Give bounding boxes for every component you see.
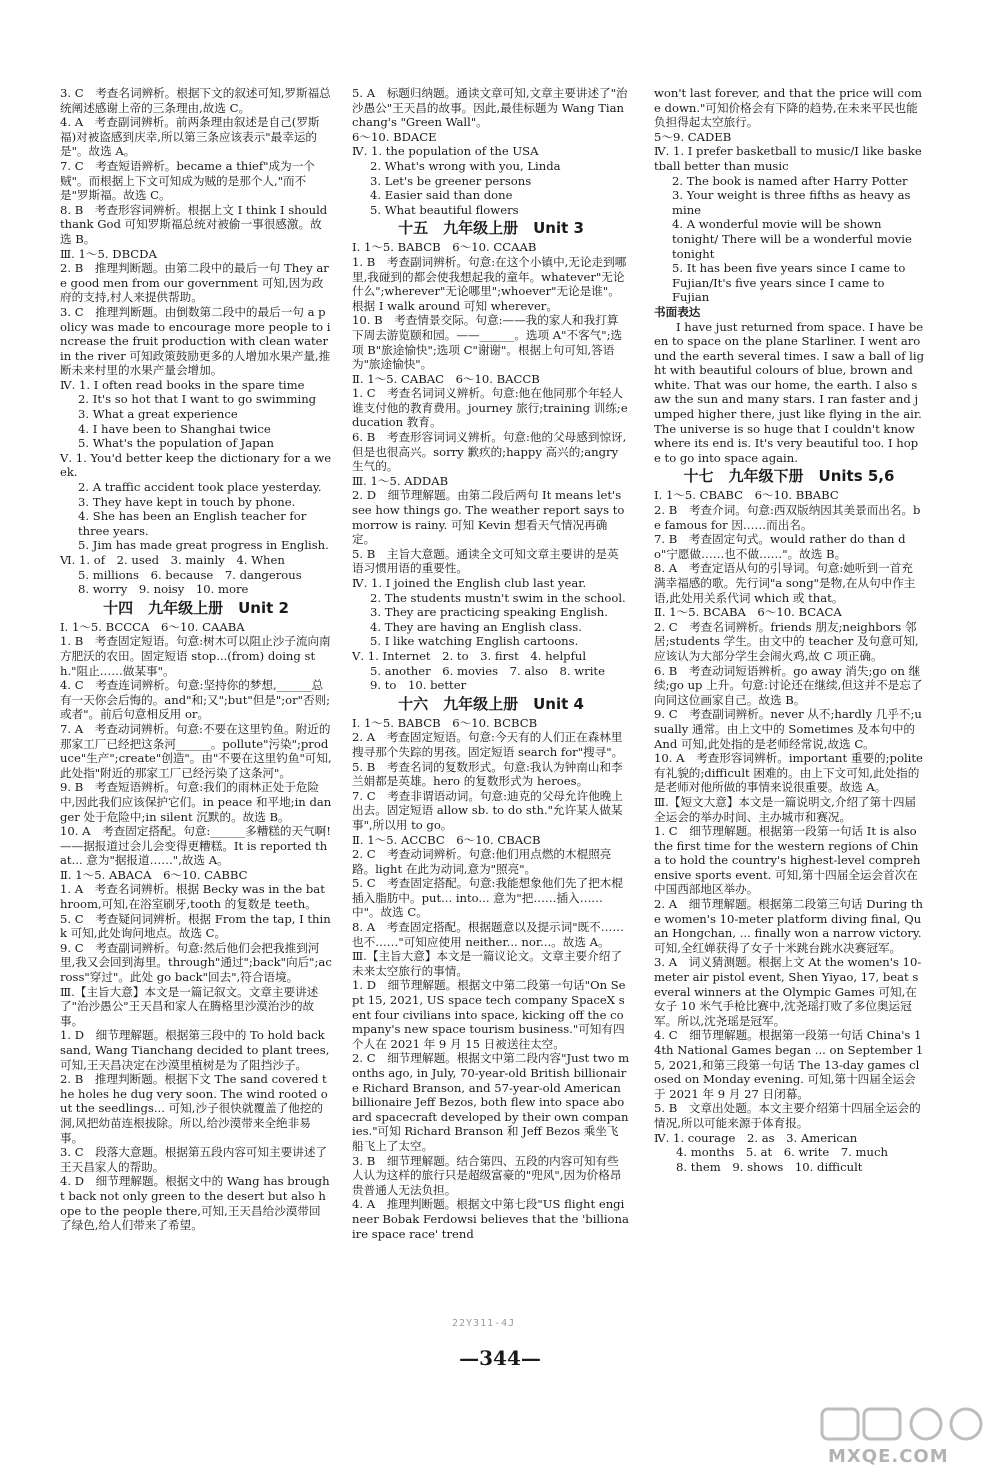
answer-line: 10. B 考查情景交际。句意:——我的家人和我打算下周去游览颐和园。——______。选项 A"不客气";选项 B"旅途愉快";选项 C"谢谢"。根据上句可知,答语为"旅途愉快"。 (352, 313, 623, 372)
answer-line: 1. B 考查副词辨析。句意:在这个小镇中,无论走到哪里,我碰到的都会使我想起我的童年。whatever"无论什么";wherever"无论哪里";whoever"无论是谁"。根据 I walk around 可知 wherever。 (352, 254, 627, 313)
answer-line: 9. C 考查副词辨析。句意:然后他们会把我推到河里,我又会回到海里。through"通过";back"向后";across"穿过"。此处 go back"回去",符合语境。 (60, 940, 332, 985)
answer-line: Ⅴ. 1. Internet 2. to 3. first 4. helpful (352, 648, 587, 663)
answer-line: 7. A 考查动词辨析。句意:不要在这里钓鱼。附近的那家工厂已经把这条河______。pollute"污染";produce"生产";create"创造"。由"不要在这里钓鱼"可知,此处指"附近的那家工厂已经污染了这条河"。 (60, 721, 332, 780)
answer-line: 3. What a great experience (78, 407, 238, 422)
answer-line: 7. C 考查非谓语动词。句意:迪克的父母允许他晚上出去。固定短语 allow sb. to do sth."允许某人做某事",所以用 to go。 (352, 788, 623, 832)
answer-line: Ⅱ. 1～5. ABACA 6～10. CABBC (60, 867, 248, 882)
answer-line: 2. C 考查动词辨析。句意:他们用点燃的木棍照亮路。light 在此为动词,意为"照亮"。 (352, 847, 612, 876)
answer-line: Ⅱ. 1～5. BCABA 6～10. BCACA (654, 605, 842, 620)
answer-line: 6. B 考查动词短语辨析。go away 消失;go on 继续;go up 上升。句意:讨论还在继续,但这并不是忘了向同这位画家自己。故选 B。 (654, 663, 923, 707)
section-heading: 十四 九年级上册 Unit 2 (103, 598, 289, 617)
answer-line: 9. C 考查副词辨析。never 从不;hardly 几乎不;usually 通常。由上文中的 Sometimes 及本句中的 And 可知,此处指的是老师经常说,故选 C。 (654, 707, 922, 751)
answer-line: Ⅰ. 1～5. CBABC 6～10. BBABC (654, 488, 839, 503)
answer-line: 5. What beautiful flowers (370, 202, 519, 217)
answer-line: 5. C 考查固定搭配。句意:我能想象他们先了把木棍插入脂肪中。put... into... 意为"把……插入……中"。故选 C。 (352, 876, 623, 920)
answer-line: 5. B 考查名词的复数形式。句意:我认为钟南山和李兰娟都是英雄。hero 的复数形式为 heroes。 (352, 759, 623, 789)
answer-line: 8. A 考查固定搭配。根据题意以及提示词"既不……也不……"可知应使用 neither... nor...。故选 A。 (352, 920, 624, 949)
answer-line: Ⅳ. 1. courage 2. as 3. American (654, 1130, 858, 1145)
answer-line: 4. A 考查副词辨析。前两条理由叙述是自己(罗斯福)对被盗感到庆幸,所以第三条应该表示"最幸运的是"。故选 A。 (60, 115, 320, 159)
answer-line: 7. B 考查固定句式。would rather do than do"宁愿做……也不做……"。故选 B。 (654, 532, 906, 561)
answer-line: 3. They have kept in touch by phone. (78, 494, 296, 509)
section-heading: 十七 九年级下册 Units 5,6 (683, 467, 895, 486)
answer-line: 2. A 考查固定短语。句意:今天有的人们正在森林里搜寻那个失踪的男孩。固定短语 search for"搜寻"。 (352, 730, 624, 759)
answer-line: Ⅲ. 1～5. ADDAB (352, 473, 449, 488)
answer-line: 4. C 细节理解题。根据第一段第一句话 China's 14th National Games began ... on September 15, 2021,和第三段第一句话 The 13-day games closed on Monday evening. 可知,第十四届全运会于 2021 年 9 月 27 日闭幕。 (654, 1028, 924, 1101)
answer-line: 10. A 考查固定搭配。句意:______多糟糕的天气啊!——据报道过会儿会变得更糟糕。It is reported that... 意为"据报道……",故选 A。 (60, 824, 331, 868)
answer-line: Ⅱ. 1～5. CABAC 6～10. BACCB (352, 371, 540, 386)
answer-line: 4. I have been to Shanghai twice (78, 421, 271, 436)
answer-line: 2. C 考查名词辨析。friends 朋友;neighbors 邻居;students 学生。由文中的 teacher 及句意可知,应该认为大部分学生会闹火鸡,故 C 项正确。 (654, 619, 919, 663)
section-heading: 十五 九年级上册 Unit 3 (398, 219, 584, 238)
answer-line: 4. D 细节理解题。根据文中的 Wang has brought back not only green to the desert but also hope to the people there,可知,王天昌给沙漠带回了绿色,给人们带来了希望。 (60, 1174, 330, 1233)
answer-line: I have just returned from space. I have been to space on the plane Starliner. I went around the earth several times. I saw a ball of light with beautiful colours of blue, brown and white. That was our home, the earth. I also saw the sun and many stars. I ran faster and jumped higher there, just like flying in the air. The universe is so huge that I couldn't know where its end is. It's very beautiful too. I hope to go into space again. (654, 319, 925, 465)
answer-line: 3. C 段落大意题。根据第五段内容可知主要讲述了王天昌家人的帮助。 (60, 1145, 328, 1174)
answer-line: 2. It's so hot that I want to go swimming (78, 392, 317, 407)
answer-line: 4. months 5. at 6. write 7. much (676, 1145, 888, 1160)
answer-line: 书面表达 (654, 304, 701, 319)
answer-line: 5～9. CADEB (654, 129, 732, 144)
print-code: 22Y311-4J (452, 1318, 516, 1329)
answer-line: 4. A wonderful movie will be shown tonight/ There will be a wonderful movie tonight (672, 217, 912, 261)
answer-line: 5. Jim has made great progress in English. (78, 538, 329, 553)
answer-line: Ⅲ.【主旨大意】本文是一篇议论文。文章主要介绍了未来太空旅行的事情。 (352, 949, 622, 978)
section-heading: 十六 九年级上册 Unit 4 (398, 694, 584, 713)
answer-line: Ⅵ. 1. of 2. used 3. mainly 4. When (60, 553, 285, 567)
column-middle (352, 86, 630, 1241)
answer-line: 4. Easier said than done (370, 188, 513, 203)
answer-line: 2. C 细节理解题。根据文中第二段内容"Just two months ago, in July, 70-year-old British billionaire Richard Branson, and 57-year-old American billionaire Jeff Bezos, both flew into space aboard spacecraft developed by their own companies."可知 Richard Branson 和 Jeff Bezos 乘坐飞船飞上了太空。 (352, 1051, 630, 1153)
answer-line: 5. another 6. movies 7. also 8. write (370, 663, 605, 678)
answer-line: Ⅲ.【短文大意】本文是一篇说明文,介绍了第十四届全运会的举办时间、主办城市和赛况。 (654, 794, 917, 824)
answer-line: 9. to 10. better (370, 678, 467, 693)
answer-line: 4. A 推理判断题。根据文中第七段"US flight engineer Bobak Ferdowsi believes that the 'billionaire space race' trend (352, 1197, 629, 1241)
answer-line: 3. Your weight is three fifths as heavy as mine (672, 188, 911, 217)
answer-line: 3. B 细节理解题。结合第四、五段的内容可知有些人认为这样的旅行只是超级富豪的"兜风",因为价格昂贵普通人无法负担。 (352, 1153, 622, 1197)
answer-line: Ⅰ. 1～5. BCCCA 6～10. CAABA (60, 619, 245, 634)
watermark-text: MXQE.COM (828, 1446, 949, 1467)
answer-line: Ⅲ.【主旨大意】本文是一篇记叙文。文章主要讲述了"治沙愚公"王天昌和家人在腾格里沙漠治沙的故事。 (60, 984, 319, 1028)
answer-line: 5. B 主旨大意题。通读全文可知文章主要讲的是英语习惯用语的重要性。 (352, 546, 619, 576)
answer-line: Ⅰ. 1～5. BABCB 6～10. CCAAB (352, 240, 537, 255)
answer-line: 1. A 考查名词辨析。根据 Becky was in the bathroom,可知,在浴室刷牙,tooth 的复数是 teeth。 (60, 882, 325, 912)
answer-line: Ⅳ. 1. I often read books in the spare time (60, 377, 305, 392)
answer-line: 4. She has been an English teacher for three years. (78, 509, 307, 538)
answer-line: 1. D 细节理解题。根据第三段中的 To hold back sand, Wang Tianchang decided to plant trees,可知,王天昌决定在沙漠里植树是为了阻挡沙子。 (60, 1028, 330, 1072)
answer-line: Ⅱ. 1～5. ACCBC 6～10. CBACB (352, 832, 541, 847)
answer-line: 6. B 考查形容词词义辨析。句意:他的父母感到惊讶,但是也很高兴。sorry 歉疚的;happy 高兴的;angry 生气的。 (352, 430, 627, 474)
answer-line: 8. them 9. shows 10. difficult (676, 1159, 863, 1174)
answer-line: 5. I like watching English cartoons. (370, 634, 579, 649)
answer-line: 3. They are practicing speaking English. (370, 605, 608, 620)
answer-line: won't last forever, and that the price will come down."可知价格会有下降的趋势,在未来平民也能负担得起太空旅行。 (654, 86, 922, 130)
answer-line: Ⅲ. 1～5. DBCDA (60, 246, 157, 261)
answer-line: 1. B 考查固定短语。句意:树木可以阻止沙子流向南方肥沃的农田。固定短语 stop...(from) doing sth."阻止……做某事"。 (60, 634, 331, 678)
answer-line: Ⅴ. 1. You'd better keep the dictionary for a week. (60, 450, 332, 480)
answer-line: 1. D 细节理解题。根据文中第二段第一句话"On Sept 15, 2021, US space tech company SpaceX sent four civilians into space, kicking off the company's new space tourism business."可知有四个人在 2021 年 9 月 15 日被送往太空。 (352, 978, 626, 1051)
answer-line: 2. B 考查介词。句意:西双版纳因其美景而出名。be famous for 因……而出名。 (654, 503, 921, 532)
answer-line: 8. A 考查定语从句的引导词。句意:她听到一首充满幸福感的歌。先行词"a song"是物,在从句中作主语,此处用关系代词 which 或 that。 (654, 561, 916, 605)
answer-line: 10. A 考查形容词辨析。important 重要的;polite 有礼貌的;difficult 困难的。由上下文可知,此处指的是老师对他所做的事情来说很重要。故选 A。 (654, 751, 923, 795)
answer-line: 2. B 推理判断题。由第二段中的最后一句 They are good men from our government 可知,因为政府的支持,村人来提供帮助。 (60, 261, 329, 305)
answer-line: 2. A 细节理解题。根据第二段第三句话 During the women's 10-meter platform diving final, Quan Hongchan, ... finally won a narrow victory. 可知,全红婵获得了女子十米跳台跳水决赛冠军。 (654, 897, 924, 955)
answer-line: 1. C 细节理解题。根据第一段第一句话 It is also the first time for the western regions of China to hold the country's highest-level comprehensive sports event. 可知,第十四届全运会首次在中国西部地区举办。 (654, 824, 921, 897)
answer-line: 4. C 考查连词辨析。句意:坚持你的梦想,______总有一天你会后悔的。and"和;又";but"但是";or"否则;或者"。前后句意相反用 or。 (60, 678, 331, 722)
answer-line: 2. A traffic accident took place yesterday. (78, 480, 322, 495)
answer-line: 3. Let's be greener persons (370, 173, 532, 188)
answer-line: Ⅳ. 1. the population of the USA (352, 144, 539, 159)
answer-line: 1. C 考查名词词义辨析。句意:他在他同那个年轻人谁支付他的教育费用。journey 旅行;training 训练;education 教育。 (352, 386, 628, 430)
answer-line: 5. B 文章出处题。本文主要介绍第十四届全运会的情况,所以可能来源于体育报。 (654, 1101, 921, 1130)
answer-line: Ⅳ. 1. I prefer basketball to music/I like basketball better than music (654, 144, 922, 173)
answer-line: 2. B 推理判断题。根据下文 The sand covered the holes he dug very soon. The wind rooted out the seedlings... 可知,沙子很快就覆盖了他挖的洞,风把幼苗连根拔除。所以,给沙漠带来全绝非易事。 (60, 1072, 328, 1145)
answer-line: 5. millions 6. because 7. dangerous (78, 567, 302, 582)
answer-line: 5. What's the population of Japan (78, 436, 274, 451)
answer-line: 8. worry 9. noisy 10. more (78, 582, 249, 597)
answer-line: 2. The book is named after Harry Potter (672, 173, 908, 188)
answer-line: 2. What's wrong with you, Linda (370, 158, 561, 173)
answer-line: Ⅰ. 1～5. BABCB 6～10. BCBCB (352, 715, 538, 730)
answer-line: 8. B 考查形容词辨析。根据上文 I think I should thank God 可知罗斯福总统对被偷一事很感激。故选 B。 (60, 202, 328, 246)
column-right (654, 86, 924, 1174)
answer-line: 2. D 细节理解题。由第二段后两句 It means let's see how things go. The weather report says tomorrow is rainy. 可知 Kevin 想看天气情况再确定。 (352, 488, 625, 547)
answer-line: 5. A 标题归纳题。通读文章可知,文章主要讲述了"治沙愚公"王天昌的故事。因此,最佳标题为 Wang Tianchang's "Green Wall"。 (352, 86, 628, 130)
answer-line: Ⅳ. 1. I joined the English club last year. (352, 576, 587, 590)
answer-line: 6～10. BDACE (352, 129, 437, 144)
answer-line: 3. C 考查名词辨析。根据下文的叙述可知,罗斯福总统阐述感谢上帝的三条理由,故选 C。 (60, 86, 331, 115)
answer-line: 9. B 考查短语辨析。句意:我们的雨林正处于危险中,因此我们应该保护它们。in peace 和平地;in danger 处于危险中;in silent 沉默的。故选 B。 (60, 780, 332, 824)
answer-line: 5. C 考查疑问词辨析。根据 From the tap, I think 可知,此处询问地点。故选 C。 (60, 911, 331, 941)
page-number: —344— (459, 1346, 541, 1370)
answer-line: 2. The students mustn't swim in the school. (370, 590, 626, 605)
answer-line: 5. It has been five years since I came to Fujian/It's five years since I came to Fujian (672, 261, 906, 305)
answer-line: 3. A 词义猜测题。根据上文 At the women's 10-meter air pistol event, Shen Yiyao, 17, beat several winners at the Olympic Games 可知,在女子 10 米气手枪比赛中,沈尧瑶打败了多位奥运冠军。所以,沈尧瑶是冠军。 (654, 955, 922, 1028)
column-left (60, 86, 332, 1233)
answer-line: 4. They are having an English class. (370, 619, 582, 634)
answer-line: 7. C 考查短语辨析。became a thief"成为一个贼"。而根据上下文可知成为贼的是那个人,"而不是"罗斯福。故选 C。 (60, 158, 315, 203)
answer-line: 3. C 推理判断题。由倒数第二段中的最后一句 a policy was made to encourage more people to increase the fruit production with clean water in the river 可知政策鼓励更多的人增加水果产量,推断未来村里的水果产量会增加。 (60, 304, 331, 378)
